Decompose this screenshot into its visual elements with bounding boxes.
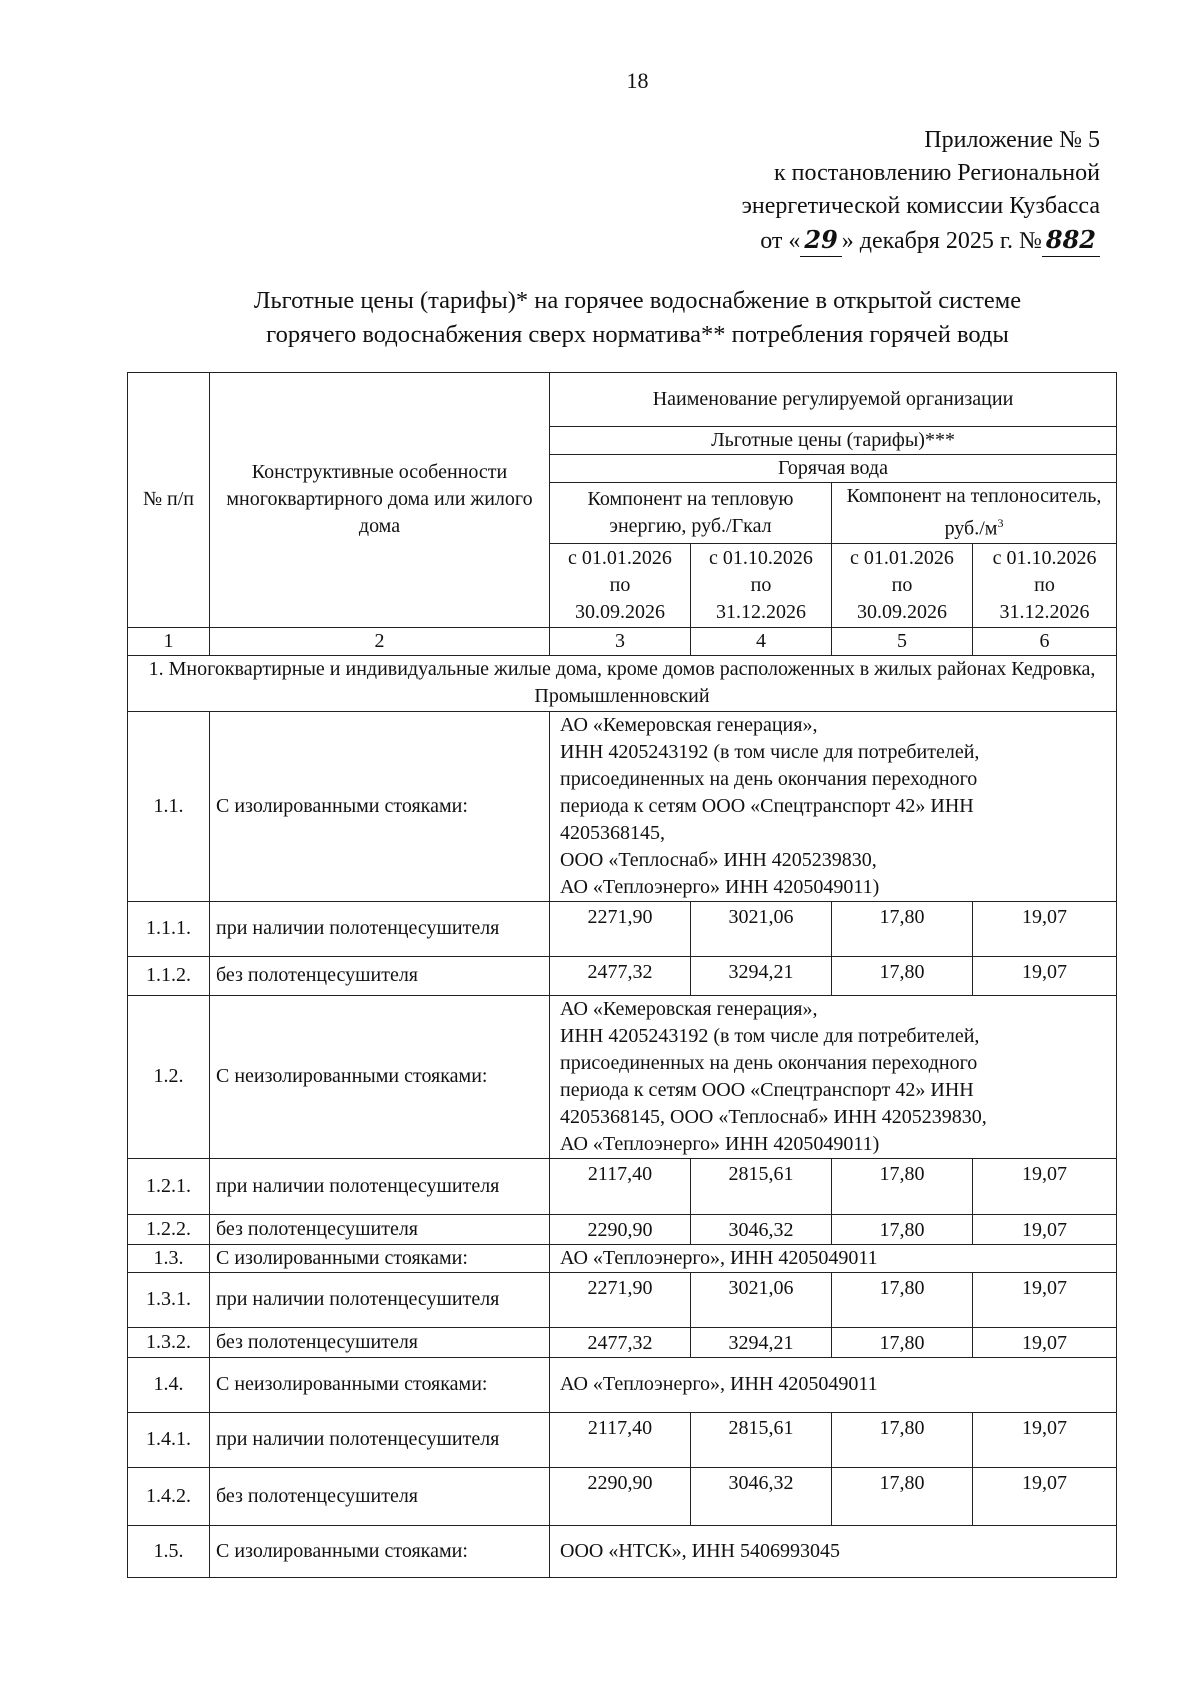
row-number: 1.1. xyxy=(128,711,210,901)
appendix-date xyxy=(640,223,1100,258)
row-description: при наличии полотенцесушителя xyxy=(210,1158,550,1214)
date-prefix: от « xyxy=(760,228,801,254)
row-description: С изолированными стояками: xyxy=(210,711,550,901)
org-cell: АО «Теплоэнерго», ИНН 4205049011 xyxy=(550,1244,1117,1272)
header-no: № п/п xyxy=(128,373,210,628)
column-number: 6 xyxy=(973,627,1117,655)
title-line-2: горячего водоснабжения сверх норматива** потребления горячей воды xyxy=(266,321,1009,348)
row-description: С изолированными стояками: xyxy=(210,1244,550,1272)
tariff-value: 17,80 xyxy=(832,1327,973,1357)
tariff-value: 3021,06 xyxy=(691,1272,832,1327)
tariff-value: 2815,61 xyxy=(691,1412,832,1467)
org-cell: АО «Кемеровская генерация», ИНН 4205243192 (в том числе для потребителей, присоединенных на день окончания переходного периода к сетям ООО «Спецтранспорт 42» ИНН 4205368145, ООО «Теплоснаб» ИНН 4205239830, АО «Теплоэнерго» ИНН 4205049011) xyxy=(550,711,1117,901)
row-number: 1.1.2. xyxy=(128,956,210,995)
tariff-value: 3046,32 xyxy=(691,1467,832,1525)
row-number: 1.2.1. xyxy=(128,1158,210,1214)
column-number: 3 xyxy=(550,627,691,655)
row-description: С неизолированными стояками: xyxy=(210,995,550,1158)
period-cell: с 01.01.2026 по 30.09.2026 xyxy=(832,543,973,627)
tariff-value: 3294,21 xyxy=(691,1327,832,1357)
tariff-value: 19,07 xyxy=(973,1327,1117,1357)
tariff-value: 2117,40 xyxy=(550,1158,691,1214)
row-description: без полотенцесушителя xyxy=(210,956,550,995)
page-number: 18 xyxy=(626,68,649,93)
section-heading: 1. Многоквартирные и индивидуальные жилые дома, кроме домов расположенных в жилых районах Кедровка, Промышленновский xyxy=(128,655,1117,711)
tariff-value: 2271,90 xyxy=(550,1272,691,1327)
tariff-value: 2271,90 xyxy=(550,901,691,956)
appendix-header xyxy=(640,124,1100,258)
header-org-name: Наименование регулируемой организации xyxy=(550,373,1117,427)
tariff-value: 17,80 xyxy=(832,901,973,956)
tariff-value: 2815,61 xyxy=(691,1158,832,1214)
org-cell: АО «Кемеровская генерация», ИНН 4205243192 (в том числе для потребителей, присоединенных на день окончания переходного периода к сетям ООО «Спецтранспорт 42» ИНН 4205368145, ООО «Теплоснаб» ИНН 4205239830, АО «Теплоэнерго» ИНН 4205049011) xyxy=(550,995,1117,1158)
row-number: 1.5. xyxy=(128,1525,210,1577)
header-hot-water: Горячая вода xyxy=(550,455,1117,483)
header-features: Конструктивные особенности многоквартирного дома или жилого дома xyxy=(210,373,550,628)
title-line-1: Льготные цены (тарифы)* на горячее водоснабжение в открытой системе xyxy=(253,287,1022,314)
tariff-table xyxy=(127,372,1117,1578)
carrier-component-label: Компонент на теплоноситель, руб./м xyxy=(846,485,1102,540)
tariff-value: 2290,90 xyxy=(550,1467,691,1525)
tariff-value: 19,07 xyxy=(973,1158,1117,1214)
appendix-title: Приложение № 5 xyxy=(924,127,1100,153)
row-number: 1.3. xyxy=(128,1244,210,1272)
tariff-value: 19,07 xyxy=(973,1272,1117,1327)
header-tariffs: Льготные цены (тарифы)*** xyxy=(550,427,1117,455)
row-description: С неизолированными стояками: xyxy=(210,1357,550,1412)
tariff-value: 19,07 xyxy=(973,1467,1117,1525)
column-number: 1 xyxy=(128,627,210,655)
row-description: при наличии полотенцесушителя xyxy=(210,1272,550,1327)
row-number: 1.1.1. xyxy=(128,901,210,956)
row-number: 1.2.2. xyxy=(128,1214,210,1244)
carrier-unit-power: 3 xyxy=(997,516,1004,530)
tariff-value: 3021,06 xyxy=(691,901,832,956)
tariff-value: 2477,32 xyxy=(550,956,691,995)
handwritten-day: 29 xyxy=(800,223,841,257)
tariff-value: 19,07 xyxy=(973,901,1117,956)
tariff-value: 17,80 xyxy=(832,956,973,995)
period-cell: с 01.10.2026 по 31.12.2026 xyxy=(973,543,1117,627)
row-number: 1.4. xyxy=(128,1357,210,1412)
row-number: 1.2. xyxy=(128,995,210,1158)
date-middle: » декабря 2025 г. № xyxy=(841,228,1042,254)
row-description: без полотенцесушителя xyxy=(210,1467,550,1525)
tariff-value: 3046,32 xyxy=(691,1214,832,1244)
tariff-value: 19,07 xyxy=(973,1214,1117,1244)
column-number: 2 xyxy=(210,627,550,655)
tariff-value: 2117,40 xyxy=(550,1412,691,1467)
column-number: 4 xyxy=(691,627,832,655)
row-number: 1.3.1. xyxy=(128,1272,210,1327)
tariff-value: 2477,32 xyxy=(550,1327,691,1357)
header-carrier-component xyxy=(832,483,1117,544)
row-number: 1.3.2. xyxy=(128,1327,210,1357)
row-number: 1.4.1. xyxy=(128,1412,210,1467)
column-number: 5 xyxy=(832,627,973,655)
tariff-value: 17,80 xyxy=(832,1214,973,1244)
tariff-value: 19,07 xyxy=(973,956,1117,995)
row-description: при наличии полотенцесушителя xyxy=(210,901,550,956)
org-cell: АО «Теплоэнерго», ИНН 4205049011 xyxy=(550,1357,1117,1412)
tariff-value: 3294,21 xyxy=(691,956,832,995)
row-description: без полотенцесушителя xyxy=(210,1327,550,1357)
row-description: без полотенцесушителя xyxy=(210,1214,550,1244)
tariff-value: 17,80 xyxy=(832,1272,973,1327)
appendix-commission: энергетической комиссии Кузбасса xyxy=(741,193,1100,219)
appendix-decree: к постановлению Региональной xyxy=(774,160,1100,186)
document-title xyxy=(120,284,1155,352)
handwritten-decree-number: 882 xyxy=(1042,223,1100,257)
row-number: 1.4.2. xyxy=(128,1467,210,1525)
tariff-value: 2290,90 xyxy=(550,1214,691,1244)
row-description: при наличии полотенцесушителя xyxy=(210,1412,550,1467)
tariff-value: 17,80 xyxy=(832,1412,973,1467)
header-thermal-component: Компонент на тепловую энергию, руб./Гкал xyxy=(550,483,832,544)
row-description: С изолированными стояками: xyxy=(210,1525,550,1577)
tariff-value: 19,07 xyxy=(973,1412,1117,1467)
org-cell: ООО «НТСК», ИНН 5406993045 xyxy=(550,1525,1117,1577)
period-cell: с 01.01.2026 по 30.09.2026 xyxy=(550,543,691,627)
period-cell: с 01.10.2026 по 31.12.2026 xyxy=(691,543,832,627)
tariff-value: 17,80 xyxy=(832,1467,973,1525)
tariff-value: 17,80 xyxy=(832,1158,973,1214)
